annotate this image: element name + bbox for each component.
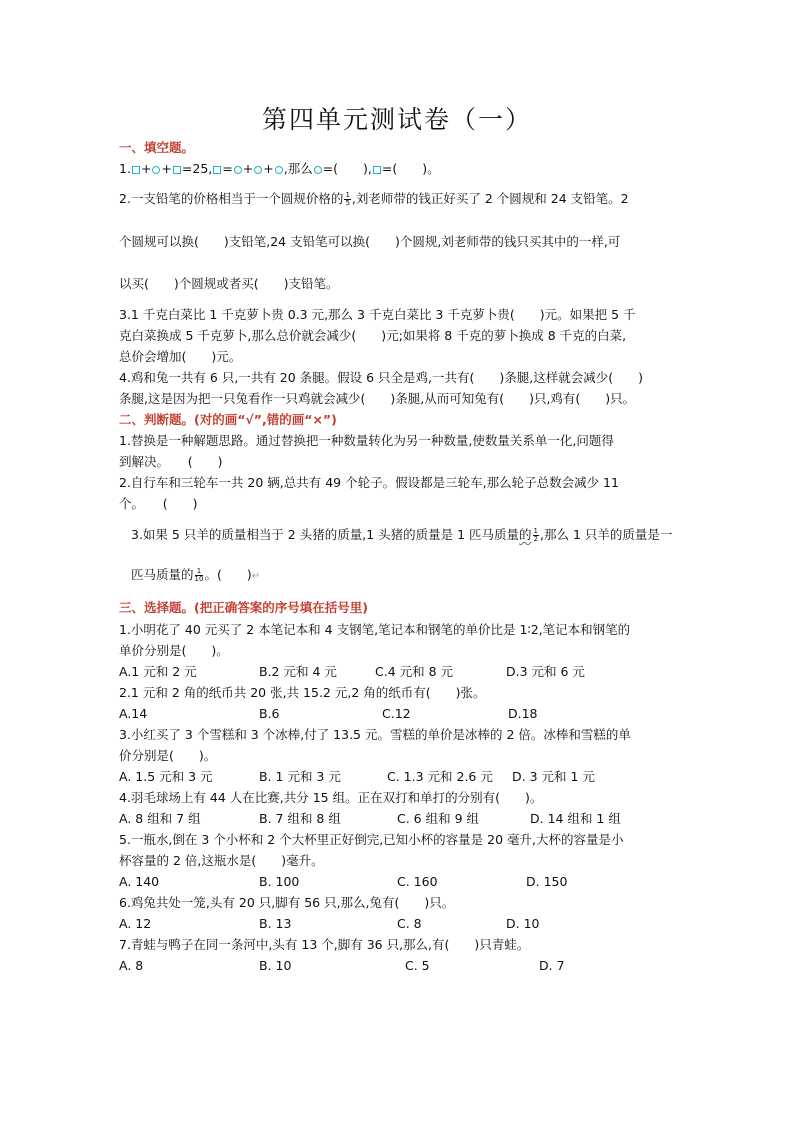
option-a: A. 12 xyxy=(119,916,152,931)
option-b: B. 7 组和 8 组 xyxy=(259,811,341,826)
plus-sign: + xyxy=(263,161,274,176)
fraction-one-half xyxy=(533,528,539,543)
wavy-underlined-text: 的 xyxy=(519,527,532,542)
question-3-7-line-1: 7.青蛙与鸭子在同一条河中,头有 13 个,脚有 36 只,那么,有( )只青蛙。 xyxy=(119,937,530,952)
question-2-3-line-1 xyxy=(131,526,672,544)
option-d: D. 150 xyxy=(526,874,568,889)
option-b: B. 100 xyxy=(259,874,300,889)
q-text: 2.一支铅笔的价格相当于一个圆规价格的 xyxy=(119,191,344,206)
option-d: D. 7 xyxy=(539,958,565,973)
circle-symbol-icon xyxy=(275,166,283,174)
option-b: B. 10 xyxy=(259,958,292,973)
answer-blank: =( )。 xyxy=(381,161,440,176)
question-1-3-line-3: 总价会增加( )元。 xyxy=(119,349,242,364)
fraction-one-tenth xyxy=(195,568,204,583)
fraction-one-fifth xyxy=(344,192,350,207)
question-1-2-line-2: 个圆规可以换( )支铅笔,24 支铅笔可以换( )个圆规,刘老师带的钱只买其中的一样,可 xyxy=(119,234,621,249)
circle-symbol-icon xyxy=(152,166,160,174)
option-d: D.18 xyxy=(508,706,538,721)
plus-sign: + xyxy=(242,161,254,176)
option-a: A. 8 组和 7 组 xyxy=(119,811,201,826)
fraction-denominator: 2 xyxy=(533,535,539,543)
fraction-denominator: 10 xyxy=(194,575,204,583)
square-symbol-icon xyxy=(132,166,140,174)
question-1-1 xyxy=(119,160,440,178)
page-title: 第四单元测试卷（一） xyxy=(261,105,532,134)
question-2-2-line-1: 2.自行车和三轮车一共 20 辆,总共有 49 个轮子。假设都是三轮车,那么轮子总数会减少 11 xyxy=(119,475,619,490)
circle-symbol-icon xyxy=(234,166,242,174)
question-3-2-line-1: 2.1 元和 2 角的纸币共 20 张,共 15.2 元,2 角的纸币有( )张。 xyxy=(119,685,486,700)
option-d: D. 10 xyxy=(506,916,540,931)
option-c: C. 8 xyxy=(397,916,422,931)
circle-symbol-icon xyxy=(254,166,262,174)
option-c: C. 1.3 元和 2.6 元 xyxy=(387,769,493,784)
option-c: C. 6 组和 9 组 xyxy=(397,811,480,826)
q-text: ,刘老师带的钱正好买了 2 个圆规和 24 支铅笔。2 xyxy=(351,191,629,206)
option-d: D. 3 元和 1 元 xyxy=(512,769,595,784)
section-heading-true-false: 二、判断题。(对的画“√”,错的画“×”) xyxy=(119,412,337,427)
option-d: D.3 元和 6 元 xyxy=(506,664,585,679)
question-3-3-line-2: 价分别是( )。 xyxy=(119,748,217,763)
plus-sign: + xyxy=(140,161,152,176)
square-symbol-icon xyxy=(213,166,221,174)
question-3-6-line-1: 6.鸡兔共处一笼,头有 20 只,脚有 56 只,那么,兔有( )只。 xyxy=(119,895,455,910)
option-b: B.2 元和 4 元 xyxy=(259,664,337,679)
question-2-1-line-2: 到解决。 ( ) xyxy=(119,454,223,469)
square-symbol-icon xyxy=(173,166,181,174)
question-3-5-line-2: 杯容量的 2 倍,这瓶水是( )毫升。 xyxy=(119,853,324,868)
answer-blank: =( ), xyxy=(322,161,372,176)
fraction-numerator: 1 xyxy=(345,191,350,199)
section-heading-fill-in: 一、填空题。 xyxy=(119,140,195,155)
question-3-3-line-1: 3.小红买了 3 个雪糕和 3 个冰棒,付了 13.5 元。雪糕的单价是冰棒的 2 倍。冰棒和雪糕的单 xyxy=(119,727,631,742)
option-b: B.6 xyxy=(259,706,280,721)
equals-25: =25, xyxy=(181,161,213,176)
fraction-numerator: 1 xyxy=(533,527,539,535)
option-a: A. 140 xyxy=(119,874,160,889)
question-1-4-line-2: 条腿,这是因为把一只兔看作一只鸡就会减少( )条腿,从而可知兔有( )只,鸡有( )只。 xyxy=(119,391,636,406)
q-text: 匹马质量的 xyxy=(131,567,194,582)
question-3-4-line-1: 4.羽毛球场上有 44 人在比赛,共分 15 组。正在双打和单打的分别有( )。 xyxy=(119,790,543,805)
option-c: C.4 元和 8 元 xyxy=(375,664,454,679)
then-text: ,那么 xyxy=(283,161,313,176)
option-c: C.12 xyxy=(382,706,411,721)
q-number: 1. xyxy=(119,161,131,176)
section-heading-multiple-choice: 三、选择题。(把正确答案的序号填在括号里) xyxy=(119,600,368,615)
option-a: A.14 xyxy=(119,706,148,721)
option-d: D. 14 组和 1 组 xyxy=(530,811,621,826)
option-b: B. 13 xyxy=(259,916,292,931)
question-2-1-line-1: 1.替换是一种解题思路。通过替换把一种数量转化为另一种数量,使数量关系单一化,问题得 xyxy=(119,433,614,448)
plus-sign: + xyxy=(161,161,172,176)
circle-symbol-icon xyxy=(314,166,322,174)
fraction-denominator: 5 xyxy=(345,199,350,207)
option-b: B. 1 元和 3 元 xyxy=(259,769,341,784)
fraction-numerator: 1 xyxy=(195,568,204,576)
option-a: A. 1.5 元和 3 元 xyxy=(119,769,213,784)
question-2-2-line-2: 个。 ( ) xyxy=(119,496,198,511)
option-a: A.1 元和 2 元 xyxy=(119,664,197,679)
paragraph-return-icon: ↵ xyxy=(251,571,261,582)
q-text: 。( ) xyxy=(204,567,252,582)
equals-sign: = xyxy=(222,161,233,176)
square-symbol-icon xyxy=(373,166,381,174)
question-3-5-line-1: 5.一瓶水,倒在 3 个小杯和 2 个大杯里正好倒完,已知小杯的容量是 20 毫升,大杯的容量是小 xyxy=(119,832,624,847)
option-c: C. 5 xyxy=(405,958,430,973)
question-1-2-line-3: 以买( )个圆规或者买( )支铅笔。 xyxy=(119,276,339,291)
question-1-4-line-1: 4.鸡和兔一共有 6 只,一共有 20 条腿。假设 6 只全是鸡,一共有( )条腿,这样就会减少( ) xyxy=(119,370,644,385)
question-1-3-line-2: 克白菜换成 5 千克萝卜,那么总价就会减少( )元;如果将 8 千克的萝卜换成 8 千克的白菜, xyxy=(119,328,627,343)
question-1-3-line-1: 3.1 千克白菜比 1 千克萝卜贵 0.3 元,那么 3 千克白菜比 3 千克萝卜贵( )元。如果把 5 千 xyxy=(119,307,636,322)
q-text: 3.如果 5 只羊的质量相当于 2 头猪的质量,1 头猪的质量是 1 匹马质量 xyxy=(131,527,520,542)
question-3-1-line-1: 1.小明花了 40 元买了 2 本笔记本和 4 支钢笔,笔记本和钢笔的单价比是 1∶2,笔记本和钢笔的 xyxy=(119,622,631,637)
question-1-2-line-1 xyxy=(119,190,629,208)
option-c: C. 160 xyxy=(397,874,438,889)
question-2-3-line-2 xyxy=(131,566,260,586)
q-text: ,那么 1 只羊的质量是一 xyxy=(540,527,673,542)
question-3-1-line-2: 单价分别是( )。 xyxy=(119,643,229,658)
option-a: A. 8 xyxy=(119,958,144,973)
